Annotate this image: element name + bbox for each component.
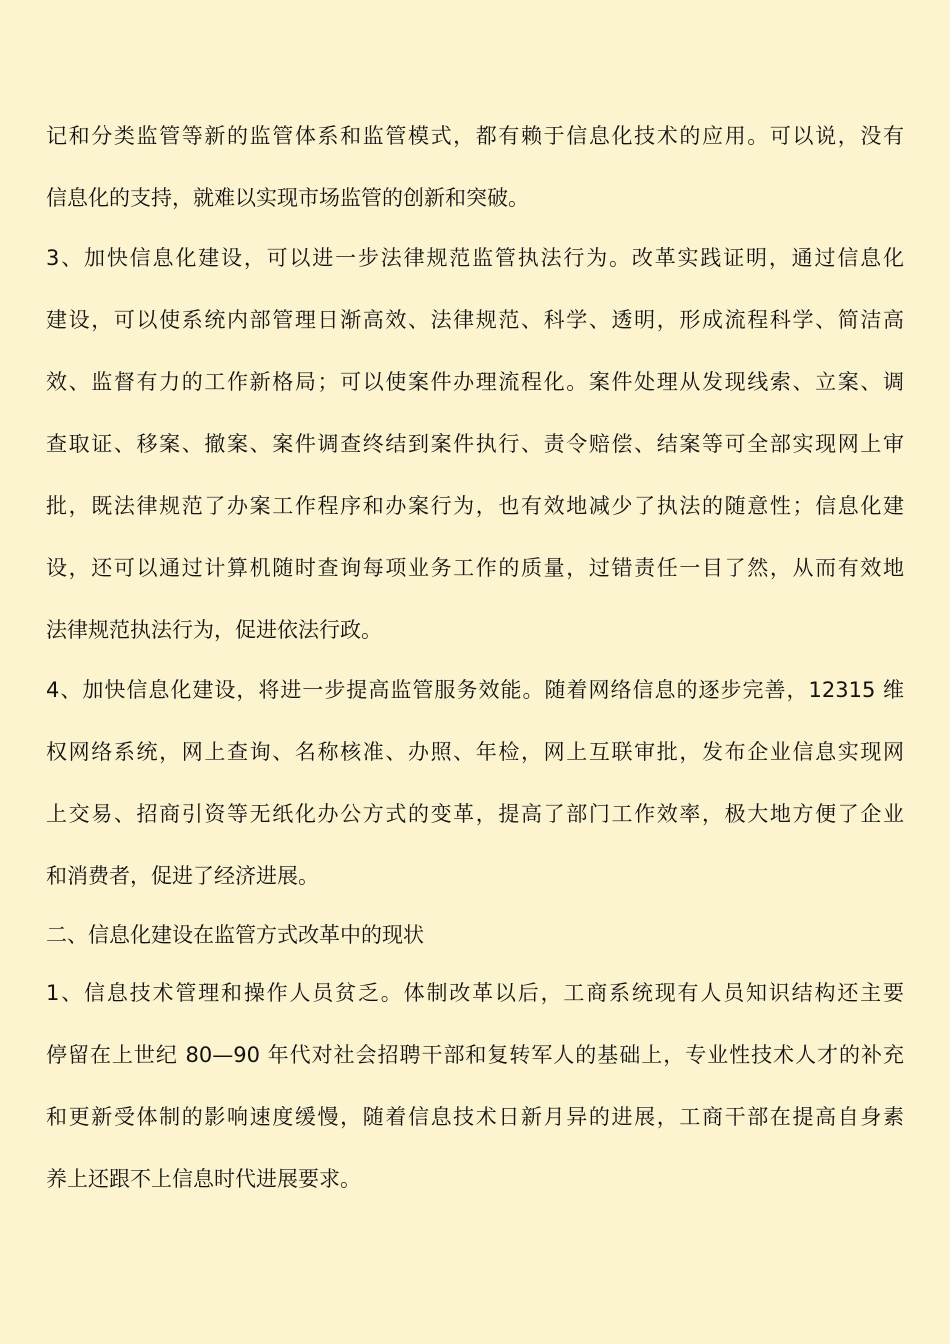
text-line: 法律规范执法行为，促进依法行政。 [46,618,382,642]
text-line: 4、加快信息化建设，将进一步提高监管服务效能。随着网络信息的逐步完善，12315 维 [46,678,904,702]
text-line: 查取证、移案、撤案、案件调查终结到案件执行、责令赔偿、结案等可全部实现网上审 [46,432,904,456]
text-line: 和消费者，促进了经济进展。 [46,864,319,888]
text-line: 停留在上世纪 80—90 年代对社会招聘干部和复转军人的基础上，专业性技术人才的补充 [46,1043,904,1067]
text-line: 养上还跟不上信息时代进展要求。 [46,1167,361,1191]
text-line: 上交易、招商引资等无纸化办公方式的变革，提高了部门工作效率，极大地方便了企业 [46,802,904,826]
text-line: 信息化的支持，就难以实现市场监管的创新和突破。 [46,186,529,210]
text-line: 3、加快信息化建设，可以进一步法律规范监管执法行为。改革实践证明，通过信息化 [46,246,904,270]
section-heading: 二、信息化建设在监管方式改革中的现状 [46,923,424,947]
text-line: 设，还可以通过计算机随时查询每项业务工作的质量，过错责任一目了然，从而有效地 [46,556,904,580]
text-line: 效、监督有力的工作新格局；可以使案件办理流程化。案件处理从发现线索、立案、调 [46,370,904,394]
text-line: 建设，可以使系统内部管理日渐高效、法律规范、科学、透明，形成流程科学、简洁高 [46,308,904,332]
text-line: 记和分类监管等新的监管体系和监管模式，都有赖于信息化技术的应用。可以说，没有 [46,124,904,148]
text-line: 和更新受体制的影响速度缓慢，随着信息技术日新月异的进展，工商干部在提高自身素 [46,1105,904,1129]
text-line: 权网络系统，网上查询、名称核准、办照、年检，网上互联审批，发布企业信息实现网 [46,740,904,764]
text-line: 批，既法律规范了办案工作程序和办案行为，也有效地减少了执法的随意性；信息化建 [46,494,904,518]
text-line: 1、信息技术管理和操作人员贫乏。体制改革以后，工商系统现有人员知识结构还主要 [46,981,904,1005]
